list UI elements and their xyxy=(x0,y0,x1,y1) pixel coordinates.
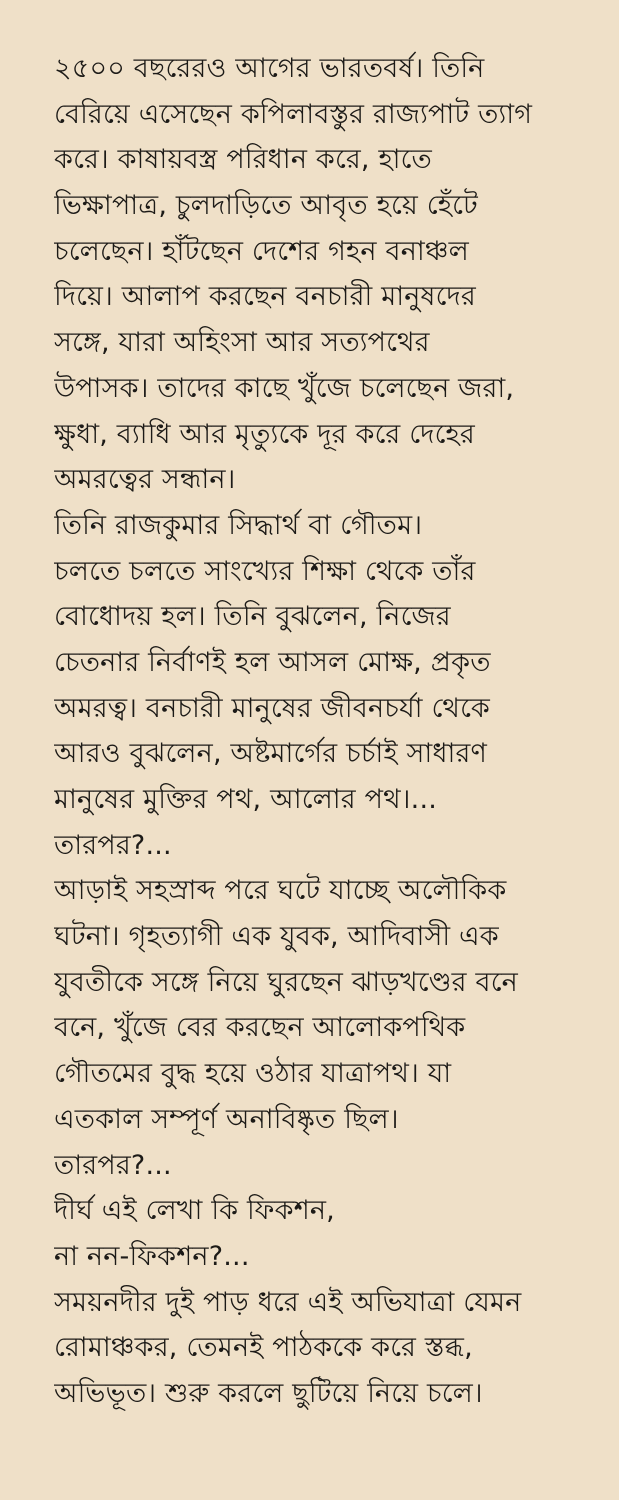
text-line: এতকাল সম্পূর্ণ অনাবিষ্কৃত ছিল। xyxy=(54,1103,399,1135)
text-line: অমরত্ব। বনচারী মানুষের জীবনচর্যা থেকে xyxy=(54,692,491,724)
text-line: করে। কাষায়বস্ত্র পরিধান করে, হাতে xyxy=(54,144,432,176)
text-line: ঘটনা। গৃহত্যাগী এক যুবক, আদিবাসী এক xyxy=(54,921,499,953)
text-line: তারপর?... xyxy=(54,1149,172,1181)
text-line: বনে, খুঁজে বের করছেন আলোকপথিক xyxy=(54,1012,466,1044)
text-line: দিয়ে। আলাপ করছেন বনচারী মানুষদের xyxy=(54,281,476,313)
text-line: চলেছেন। হাঁটছেন দেশের গহন বনাঞ্চল xyxy=(54,235,469,267)
text-line: আড়াই সহস্রাব্দ পরে ঘটে যাচ্ছে অলৌকিক xyxy=(54,875,507,907)
text-line: বোধোদয় হল। তিনি বুঝলেন, নিজের xyxy=(54,601,451,633)
text-line: সময়নদীর দুই পাড় ধরে এই অভিযাত্রা যেমন xyxy=(54,1286,522,1318)
text-line: দীর্ঘ এই লেখা কি ফিকশন, xyxy=(54,1195,335,1227)
text-line: না নন-ফিকশন?... xyxy=(54,1240,250,1272)
text-line: তারপর?... xyxy=(54,829,172,861)
text-line: আরও বুঝলেন, অষ্টমার্গের চর্চাই সাধারণ xyxy=(54,738,488,770)
text-line: অভিভূত। শুরু করলে ছুটিয়ে নিয়ে চলে। xyxy=(54,1377,483,1409)
text-line: চলতে চলতে সাংখ্যের শিক্ষা থেকে তাঁর xyxy=(54,555,476,587)
blurb-text xyxy=(54,46,579,1417)
text-line: যুবতীকে সঙ্গে নিয়ে ঘুরছেন ঝাড়খণ্ডের বনে xyxy=(54,966,518,998)
text-line: সঙ্গে, যারা অহিংসা আর সত্যপথের xyxy=(54,327,430,359)
text-line: বেরিয়ে এসেছেন কপিলাবস্তুর রাজ্যপাট ত্যাগ xyxy=(54,98,533,130)
text-line: উপাসক। তাদের কাছে খুঁজে চলেছেন জরা, xyxy=(54,372,515,404)
text-line: চেতনার নির্বাণই হল আসল মোক্ষ, প্রকৃত xyxy=(54,646,491,678)
text-line: ভিক্ষাপাত্র, চুলদাড়িতে আবৃত হয়ে হেঁটে xyxy=(54,190,478,222)
text-line: অমরত্বের সন্ধান। xyxy=(54,464,236,496)
text-line: রোমাঞ্চকর, তেমনই পাঠককে করে স্তব্ধ, xyxy=(54,1332,473,1364)
text-line: তিনি রাজকুমার সিদ্ধার্থ বা গৌতম। xyxy=(54,509,423,541)
text-line: মানুষের মুক্তির পথ, আলোর পথ।... xyxy=(54,784,438,815)
text-line: গৌতমের বুদ্ধ হয়ে ওঠার যাত্রাপথ। যা xyxy=(54,1058,452,1090)
text-line: ক্ষুধা, ব্যাধি আর মৃত্যুকে দূর করে দেহের xyxy=(54,418,475,450)
text-line: ২৫০০ বছরেরও আগের ভারতবর্ষ। তিনি xyxy=(54,53,485,84)
